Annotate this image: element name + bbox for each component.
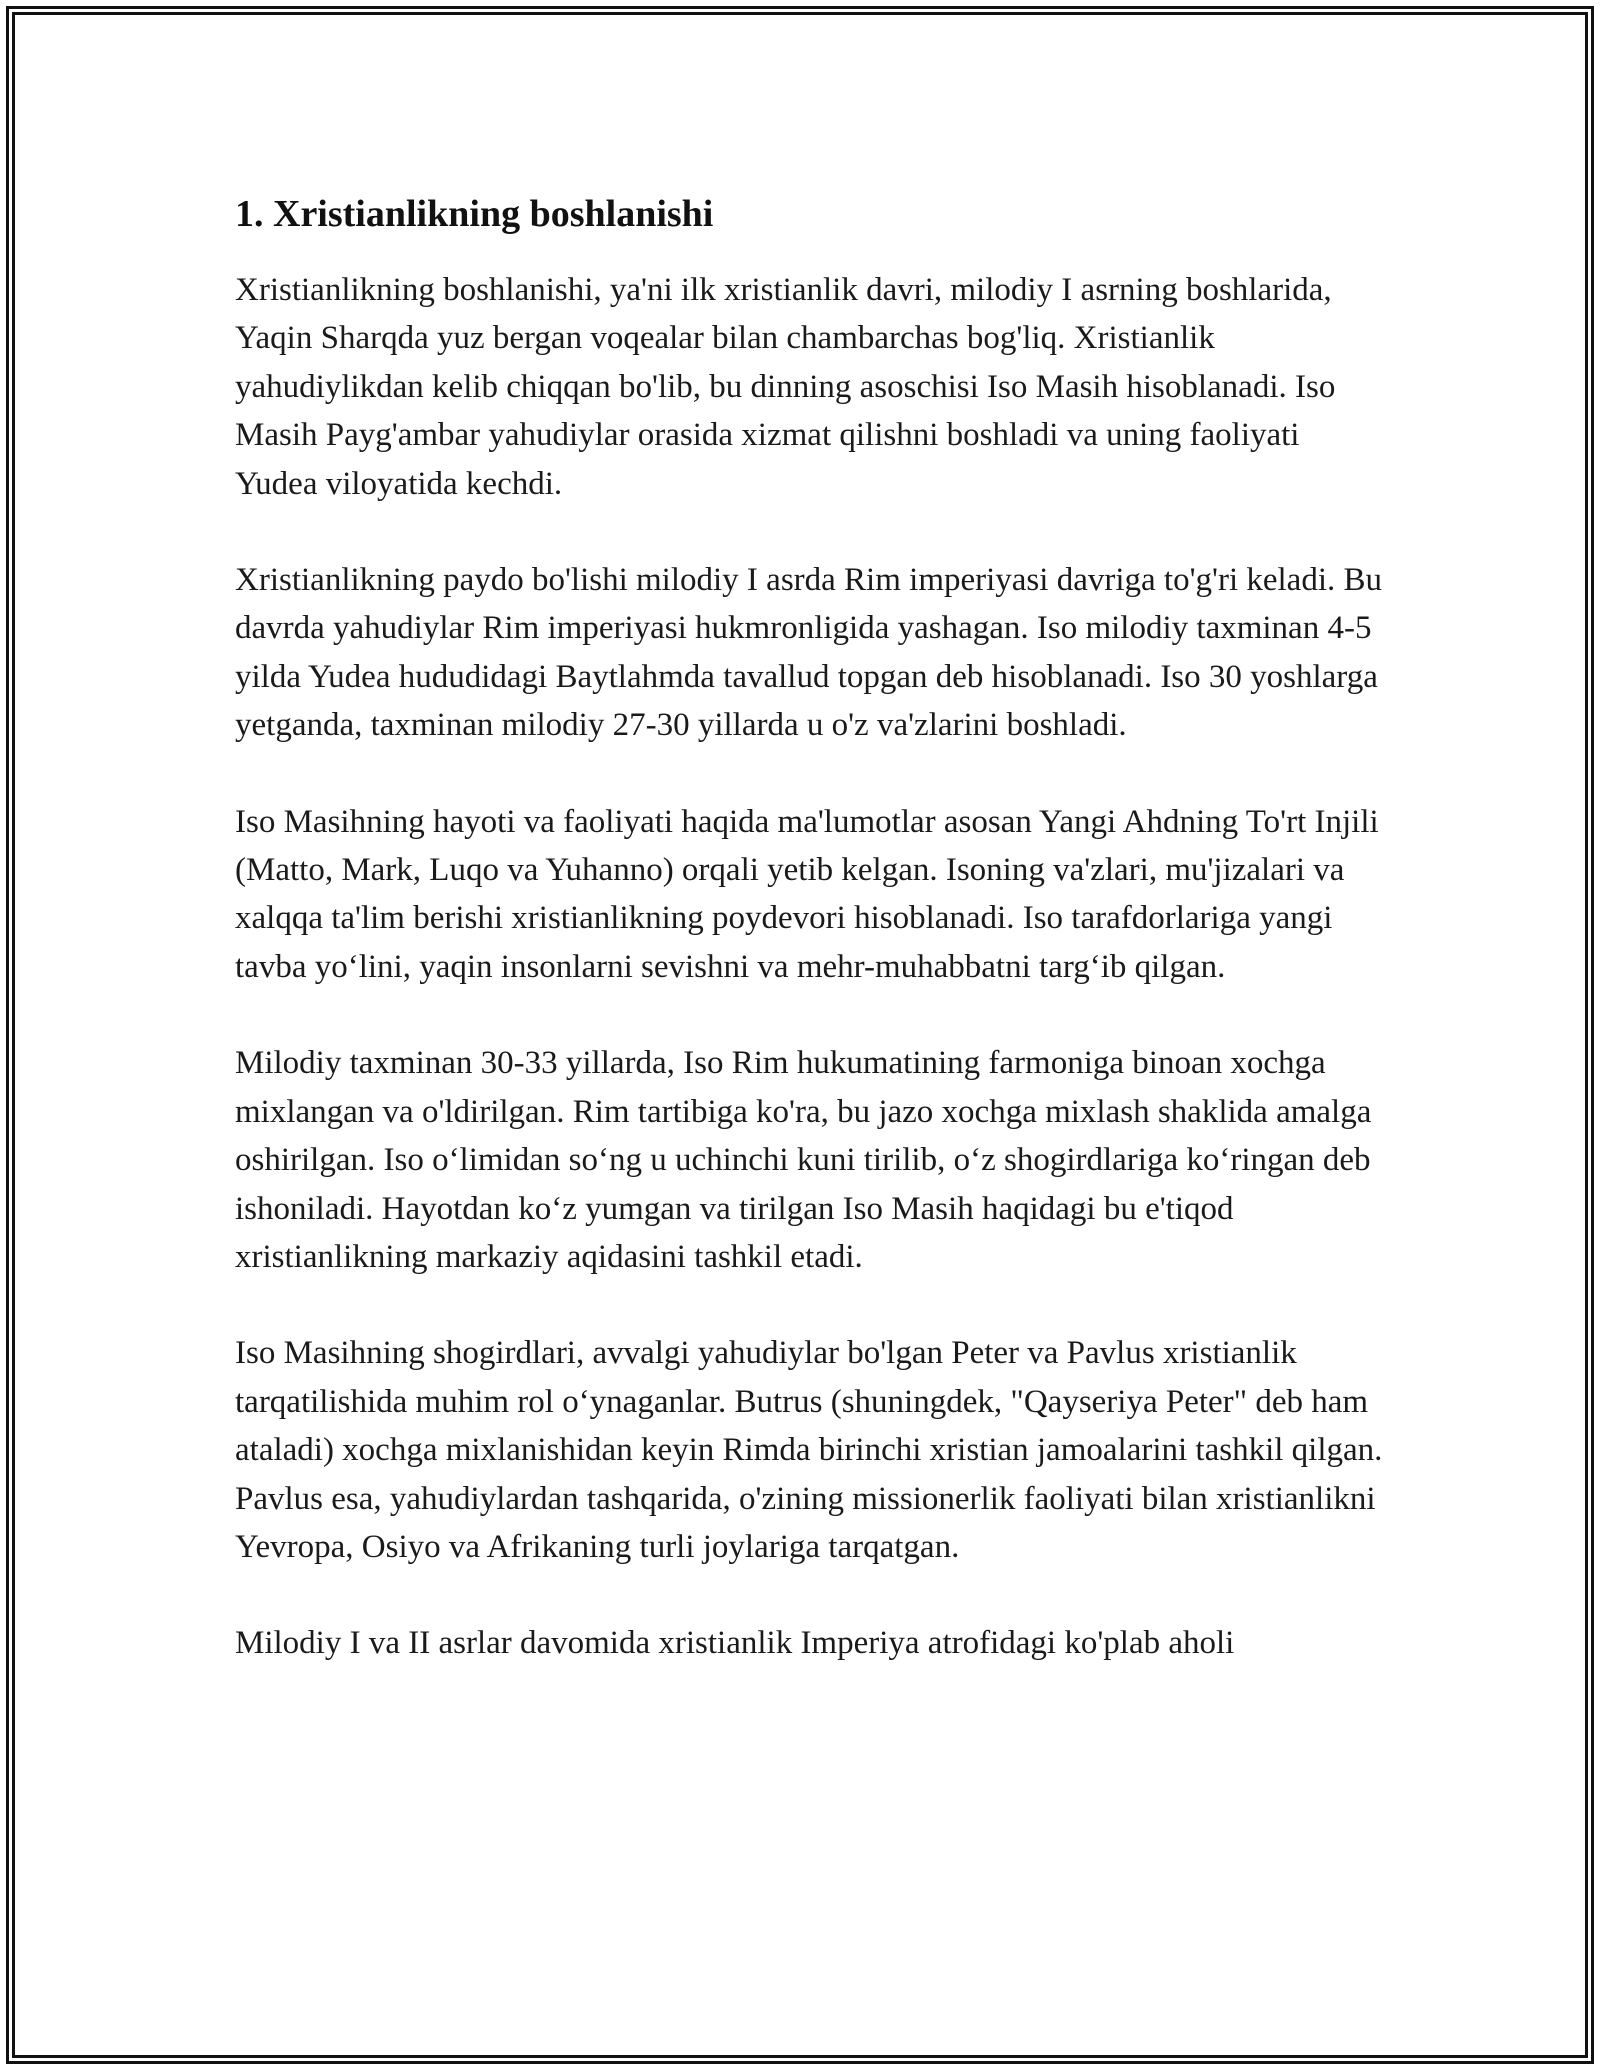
paragraph-4: Milodiy taxminan 30-33 yillarda, Iso Rim hukumatining farmoniga binoan xochga mixlangan va o'ldirilgan. Rim tartibiga ko'ra, bu jazo xochga mixlash shaklida amalga oshirilgan. Iso o‘limidan so‘ng u uchinchi kuni tirilib, o‘z shogirdlariga ko‘ringan deb ishoniladi. Hayotdan ko‘z yumgan va tirilgan Iso Masih haqidagi bu e'tiqod xristianlikning markaziy aqidasini tashkil etadi. (235, 1045, 1372, 1275)
paragraph-2: Xristianlikning paydo bo'lishi milodiy I asrda Rim imperiyasi davriga to'g'ri keladi. Bu davrda yahudiylar Rim imperiyasi hukmronligida yashagan. Iso milodiy taxminan 4-5 yilda Yudea hududidagi Baytlahmda tavallud topgan deb hisoblanadi. Iso 30 yoshlarga yetganda, taxminan milodiy 27-30 yillarda u o'z va'zlarini boshladi. (235, 562, 1383, 744)
paragraph-5: Iso Masihning shogirdlari, avvalgi yahudiylar bo'lgan Peter va Pavlus xristianlik tarqatilishida muhim rol o‘ynaganlar. Butrus (shuningdek, "Qayseriya Peter" deb ham ataladi) xochga mixlanishidan keyin Rimda birinchi xristian jamoalarini tashkil qilgan. Pavlus esa, yahudiylardan tashqarida, o'zining missionerlik faoliyati bilan xristianlikni Yevropa, Osiyo va Afrikaning turli joylariga tarqatgan. (235, 1335, 1383, 1565)
section-heading: 1. Xristianlikning boshlanishi (235, 193, 714, 235)
document-body (235, 186, 1385, 1716)
paragraph-3: Iso Masihning hayoti va faoliyati haqida ma'lumotlar asosan Yangi Ahdning To'rt Injili (Matto, Mark, Luqo va Yuhanno) orqali yetib kelgan. Isoning va'zlari, mu'jizalari va xalqqa ta'lim berishi xristianlikning poydevori hisoblanadi. Iso tarafdorlariga yangi tavba yo‘lini, yaqin insonlarni sevishni va mehr-muhabbatni targ‘ib qilgan. (235, 803, 1379, 985)
paragraph-1: Xristianlikning boshlanishi, ya'ni ilk xristianlik davri, milodiy I asrning boshlarida, Yaqin Sharqda yuz bergan voqealar bilan chambarchas bog'liq. Xristianlik yahudiylikdan kelib chiqqan bo'lib, bu dinning asoschisi Iso Masih hisoblanadi. Iso Masih Payg'ambar yahudiylar orasida xizmat qilishni boshladi va uning faoliyati Yudea viloyatida kechdi. (235, 272, 1336, 502)
paragraph-6: Milodiy I va II asrlar davomida xristianlik Imperiya atrofidagi ko'plab aholi (235, 1625, 1235, 1662)
